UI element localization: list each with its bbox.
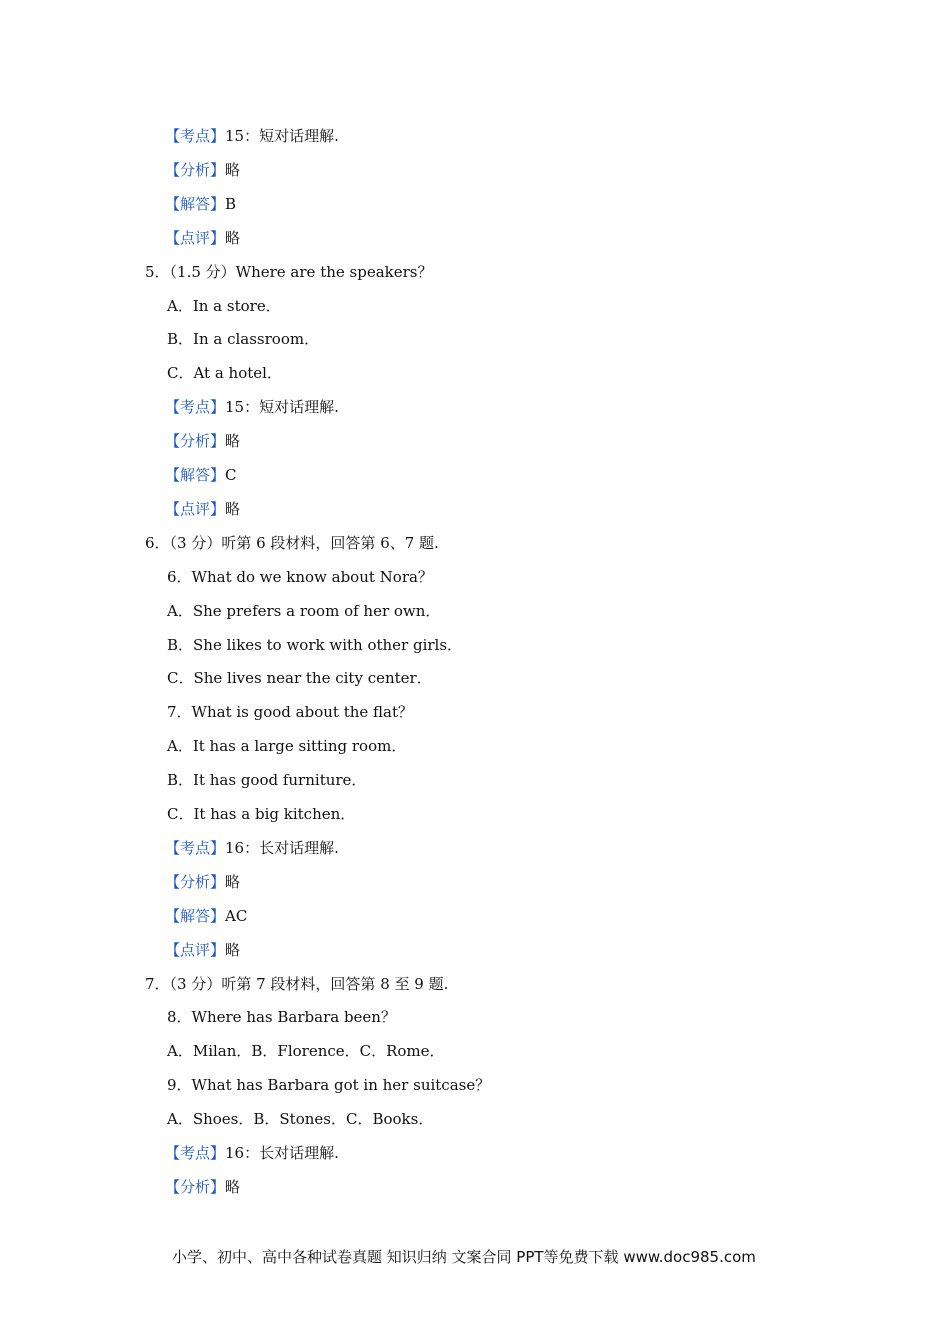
- annotation-text: 略: [225, 941, 241, 959]
- option-line: A．She prefers a room of her own．: [167, 602, 441, 620]
- option-line: C．It has a big kitchen．: [167, 805, 356, 823]
- annotation-tag: 【点评】: [165, 229, 226, 247]
- annotation-tag: 【解答】: [165, 195, 226, 213]
- option-line: C．She lives near the city center．: [167, 669, 432, 687]
- annotation-tag: 【考点】: [165, 839, 226, 857]
- annotation-text: 15：短对话理解.: [225, 127, 339, 145]
- annotation-text: 略: [225, 873, 241, 891]
- option-line: A．It has a large sitting room．: [167, 737, 407, 755]
- annotation-text: 略: [225, 432, 241, 450]
- annotation-tag: 【分析】: [165, 161, 226, 179]
- option-line: B．It has good furniture．: [167, 771, 367, 789]
- option-line: 8．Where has Barbara been？: [167, 1008, 396, 1026]
- annotation-tag: 【考点】: [165, 1144, 226, 1162]
- annotation-line: [165, 838, 339, 858]
- question-line: 5．（1.5 分）Where are the speakers？: [145, 263, 433, 281]
- annotation-text: 略: [225, 1178, 241, 1196]
- option-line: C．At a hotel．: [167, 364, 282, 382]
- annotation-text: 16：长对话理解.: [225, 839, 339, 857]
- option-line: 7．What is good about the flat？: [167, 703, 413, 721]
- option-line: 9．What has Barbara got in her suitcase？: [167, 1076, 491, 1094]
- question-line: 6．（3 分）听第 6 段材料，回答第 6、7 题.: [145, 534, 439, 552]
- annotation-tag: 【分析】: [165, 1178, 226, 1196]
- annotation-line: [165, 465, 237, 485]
- annotation-tag: 【分析】: [165, 873, 226, 891]
- option-line: B．In a classroom．: [167, 330, 320, 348]
- footer-text: 小学、初中、高中各种试卷真题 知识归纳 文案合同 PPT等免费下载 www.doc985.com: [172, 1248, 756, 1266]
- annotation-text: 略: [225, 161, 241, 179]
- option-line: A．Shoes．B．Stones．C．Books．: [167, 1110, 434, 1128]
- annotation-tag: 【解答】: [165, 907, 226, 925]
- annotation-line: [165, 1143, 339, 1163]
- annotation-line: [165, 160, 240, 180]
- annotation-text: 16：长对话理解.: [225, 1144, 339, 1162]
- annotation-line: [165, 397, 339, 417]
- annotation-line: [165, 872, 240, 892]
- question-line: 7．（3 分）听第 7 段材料，回答第 8 至 9 题.: [145, 975, 449, 993]
- annotation-tag: 【解答】: [165, 466, 226, 484]
- annotation-line: [165, 499, 240, 519]
- option-line: A．In a store．: [167, 297, 281, 315]
- option-line: A．Milan．B．Florence．C．Rome．: [167, 1042, 445, 1060]
- annotation-text: C: [225, 466, 237, 484]
- annotation-text: B: [225, 195, 237, 213]
- annotation-line: [165, 228, 240, 248]
- option-line: B．She likes to work with other girls．: [167, 636, 463, 654]
- annotation-line: [165, 906, 247, 926]
- annotation-tag: 【考点】: [165, 398, 226, 416]
- annotation-tag: 【点评】: [165, 941, 226, 959]
- annotation-text: 略: [225, 500, 241, 518]
- option-line: 6．What do we know about Nora？: [167, 568, 433, 586]
- annotation-line: [165, 1177, 240, 1197]
- annotation-text: 略: [225, 229, 241, 247]
- annotation-line: [165, 940, 240, 960]
- annotation-tag: 【考点】: [165, 127, 226, 145]
- annotation-text: 15：短对话理解.: [225, 398, 339, 416]
- annotation-tag: 【点评】: [165, 500, 226, 518]
- annotation-line: [165, 431, 240, 451]
- annotation-line: [165, 194, 236, 214]
- annotation-text: AC: [225, 907, 248, 925]
- annotation-tag: 【分析】: [165, 432, 226, 450]
- annotation-line: [165, 126, 339, 146]
